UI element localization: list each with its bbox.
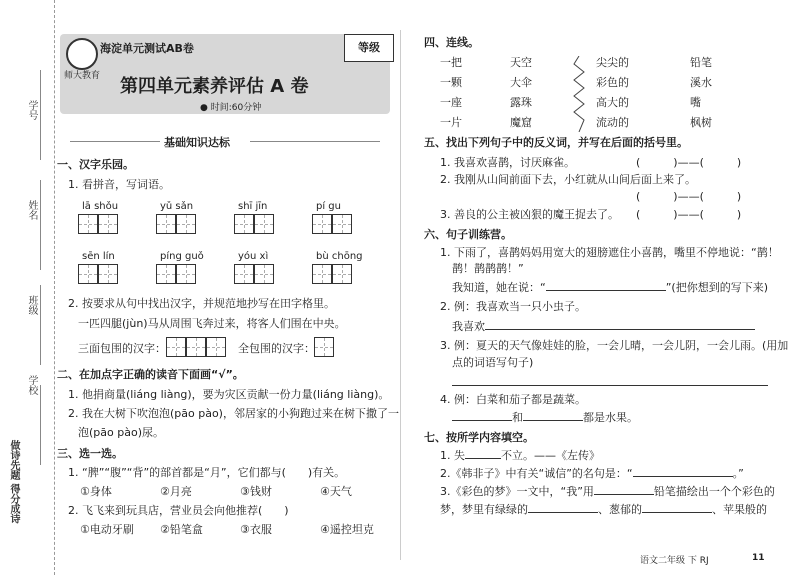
- match-col3-2[interactable]: 彩色的: [596, 76, 629, 89]
- q6-2-blank[interactable]: [485, 329, 755, 330]
- match-col1-4[interactable]: 一片: [440, 116, 462, 129]
- logo-caption: 师大教育: [64, 71, 101, 81]
- label-class: 班级: [26, 295, 37, 315]
- time-limit: [200, 100, 261, 113]
- label-name: 姓名: [26, 200, 37, 220]
- section-rule: [70, 141, 160, 142]
- q7-1-post: 不立。——《左传》: [501, 449, 600, 462]
- q6-3b: 点的词语写句子): [452, 356, 534, 369]
- q1-title: 一、汉字乐园。: [57, 158, 134, 171]
- q7-3-blank-2[interactable]: [528, 512, 598, 513]
- q6-title: 六、句子训练营。: [424, 228, 512, 241]
- pinyin-8: bù chōng: [316, 251, 363, 262]
- page-number: 11: [752, 553, 765, 563]
- writing-grid-cell[interactable]: [312, 214, 332, 234]
- writing-grid-cell[interactable]: [176, 264, 196, 284]
- column-separator: [400, 30, 401, 560]
- match-col3-1[interactable]: 尖尖的: [596, 56, 629, 69]
- pinyin-4: pí gu: [316, 201, 341, 212]
- writing-grid-cell[interactable]: [156, 264, 176, 284]
- q6-1c-pre: 我知道，她在说：“: [452, 281, 546, 294]
- q7-2: [440, 467, 744, 481]
- match-col2-1[interactable]: 天空: [510, 56, 532, 69]
- q5-2-answer[interactable]: ( )——( ): [636, 190, 742, 203]
- q5-3: 3. 善良的公主被凶狠的魔王捉去了。: [440, 208, 619, 221]
- q3-1: 1. “脾”“腹”“背”的部首都是“月”，它们都与( )有关。: [68, 466, 346, 479]
- q6-2-fill: [452, 320, 755, 334]
- q7-2-blank[interactable]: [633, 476, 733, 477]
- q1-2-sentence: 一匹四腿(jùn)马从周围飞奔过来，将客人们围在中央。: [78, 317, 346, 330]
- series-brand: 海淀单元测试AB卷: [100, 42, 194, 55]
- q6-4-and: 和: [512, 411, 523, 424]
- q7-3a-pre: 3.《彩色的梦》一文中，“我”用: [440, 485, 594, 498]
- writing-grid-cell[interactable]: [234, 214, 254, 234]
- q6-1c: [452, 281, 768, 295]
- q5-2: 2. 我刚从山间前面下去，小红就从山间后面上来了。: [440, 173, 696, 186]
- section-rule: [250, 141, 380, 142]
- writing-grid-cell[interactable]: [254, 214, 274, 234]
- writing-grid-cell[interactable]: [98, 214, 118, 234]
- writing-grid-cell[interactable]: [98, 264, 118, 284]
- q3-1-opt-2[interactable]: ②月亮: [160, 485, 192, 498]
- time-text: 时间:60分钟: [210, 103, 262, 113]
- q2-1: 1. 他捐商量(liáng liàng)，要为灾区贡献一份力量(liáng liàng)。: [68, 388, 390, 401]
- binding-line: [40, 180, 41, 270]
- binding-line: [40, 70, 41, 160]
- q2-title: 二、在加点字正确的读音下面画“√”。: [57, 368, 244, 381]
- writing-grid-cell[interactable]: [176, 214, 196, 234]
- q7-2-pre: 2.《韩非子》中有关“诚信”的名句是：“: [440, 467, 633, 480]
- match-col2-2[interactable]: 大伞: [510, 76, 532, 89]
- q5-3-answer[interactable]: ( )——( ): [636, 208, 742, 221]
- q6-4-fruit: 都是水果。: [583, 411, 638, 424]
- q7-3b: [440, 503, 767, 517]
- q2-2b: 泡(pāo pào)尿。: [78, 426, 164, 439]
- q3-2-opt-1[interactable]: ①电动牙刷: [80, 523, 134, 536]
- writing-grid-cell[interactable]: [254, 264, 274, 284]
- match-col4-1[interactable]: 铅笔: [690, 56, 712, 69]
- footer-subject: 语文二年级 下 RJ: [640, 556, 709, 566]
- pinyin-5: sēn lín: [82, 251, 115, 262]
- pinyin-3: shī jīn: [238, 201, 268, 212]
- writing-grid-cell[interactable]: [156, 214, 176, 234]
- match-col1-2[interactable]: 一颗: [440, 76, 462, 89]
- q3-title: 三、选一选。: [57, 447, 123, 460]
- q4-title: 四、连线。: [424, 36, 479, 49]
- pinyin-7: yóu xì: [238, 251, 269, 262]
- writing-grid-cell[interactable]: [332, 264, 352, 284]
- q7-1-blank[interactable]: [465, 458, 501, 459]
- q3-2-opt-2[interactable]: ②铅笔盒: [160, 523, 203, 536]
- match-col4-3[interactable]: 嘴: [690, 96, 701, 109]
- q6-3a: 3. 例：夏天的天气像娃娃的脸，一会儿晴，一会儿阴，一会儿雨。(用加: [440, 339, 789, 352]
- q5-1-answer[interactable]: ( )——( ): [636, 156, 742, 169]
- match-col4-4[interactable]: 枫树: [690, 116, 712, 129]
- binding-slogan: 做诗先题 得分成诗: [8, 440, 19, 524]
- match-col1-1[interactable]: 一把: [440, 56, 462, 69]
- writing-grid-cell[interactable]: [332, 214, 352, 234]
- q3-1-opt-3[interactable]: ③钱财: [240, 485, 272, 498]
- q3-1-opt-4[interactable]: ④天气: [320, 485, 352, 498]
- writing-grid-cell[interactable]: [234, 264, 254, 284]
- connecting-lines: [572, 56, 586, 132]
- pinyin-1: lā shǒu: [82, 201, 119, 212]
- section-title: 基础知识达标: [164, 136, 230, 149]
- q1-2-instruction: 2. 按要求从句中找出汉字，并规范地抄写在田字格里。: [68, 297, 335, 310]
- publisher-logo: [66, 38, 98, 70]
- binding-line: [40, 285, 41, 365]
- clock-icon: ●: [200, 103, 208, 113]
- q5-title: 五、找出下列句子中的反义词，并写在后面的括号里。: [424, 136, 688, 149]
- q7-title: 七、按所学内容填空。: [424, 431, 534, 444]
- q6-4: 4. 例：白菜和茄子都是蔬菜。: [440, 393, 586, 406]
- q6-1a: 1. 下雨了，喜鹊妈妈用宽大的翅膀遮住小喜鹊，嘴里不停地说：“鹊！: [440, 246, 779, 259]
- q7-3b-pre: 梦，梦里有绿绿的: [440, 503, 528, 516]
- writing-grid-cell[interactable]: [206, 337, 226, 357]
- q7-3b-post: 、苹果般的: [712, 503, 767, 516]
- q7-2-post: 。”: [732, 467, 744, 480]
- fully-enclosed-label: 全包围的汉字：: [238, 342, 315, 355]
- q2-2a: 2. 我在大树下吹泡泡(pāo pào)，邻居家的小狗跑过来在树下撒了一: [68, 407, 399, 420]
- q1-1-instruction: 1. 看拼音，写词语。: [68, 178, 170, 191]
- writing-grid-cell[interactable]: [166, 337, 186, 357]
- q3-2: 2. 飞飞来到玩具店，营业员会向他推荐( ): [68, 504, 289, 517]
- binding-line: [40, 385, 41, 465]
- match-col3-3[interactable]: 高大的: [596, 96, 629, 109]
- q5-1: 1. 我喜欢喜鹊，讨厌麻雀。: [440, 156, 575, 169]
- pinyin-2: yǔ sǎn: [160, 201, 194, 212]
- q7-1: [440, 449, 600, 463]
- q6-1-blank[interactable]: [546, 290, 666, 291]
- binding-strip: [0, 0, 55, 575]
- pinyin-6: píng guǒ: [160, 251, 204, 262]
- label-student-id: 学号: [26, 100, 37, 120]
- q7-3a-post: 铅笔描绘出一个个彩色的: [653, 485, 775, 498]
- q6-1b: 鹊！鹊鹊鹊！”: [452, 262, 524, 275]
- q6-4-blank-2[interactable]: [523, 420, 583, 421]
- writing-grid-cell[interactable]: [314, 337, 334, 357]
- q7-3b-mid: 、葱郁的: [598, 503, 642, 516]
- q6-2: 2. 例：我喜欢当一只小虫子。: [440, 300, 586, 313]
- q3-2-opt-4[interactable]: ④遥控坦克: [320, 523, 374, 536]
- q3-2-opt-3[interactable]: ③衣服: [240, 523, 272, 536]
- q7-3-blank-3[interactable]: [642, 512, 712, 513]
- grade-box: 等级: [344, 34, 394, 62]
- q6-2-fill-pre: 我喜欢: [452, 320, 485, 333]
- q6-1c-post: ”(把你想到的写下来): [665, 281, 768, 294]
- writing-grid-cell[interactable]: [78, 214, 98, 234]
- q6-3-answer-line[interactable]: [452, 385, 768, 386]
- writing-grid-cell[interactable]: [186, 337, 206, 357]
- half-enclosed-label: 三面包围的汉字：: [78, 342, 166, 355]
- q7-1-pre: 1. 失: [440, 449, 465, 462]
- page-title: 第四单元素养评估 A 卷: [120, 76, 309, 97]
- q7-3-blank-1[interactable]: [594, 494, 654, 495]
- q6-4-fill: [452, 411, 638, 425]
- match-col3-4[interactable]: 流动的: [596, 116, 629, 129]
- match-col1-3[interactable]: 一座: [440, 96, 462, 109]
- q3-1-opt-1[interactable]: ①身体: [80, 485, 112, 498]
- writing-grid-cell[interactable]: [312, 264, 332, 284]
- q6-4-blank-1[interactable]: [452, 420, 512, 421]
- label-school: 学校: [26, 375, 37, 395]
- match-col4-2[interactable]: 溪水: [690, 76, 712, 89]
- match-col2-3[interactable]: 露珠: [510, 96, 532, 109]
- match-col2-4[interactable]: 魔窟: [510, 116, 532, 129]
- writing-grid-cell[interactable]: [78, 264, 98, 284]
- q7-3a: [440, 485, 775, 499]
